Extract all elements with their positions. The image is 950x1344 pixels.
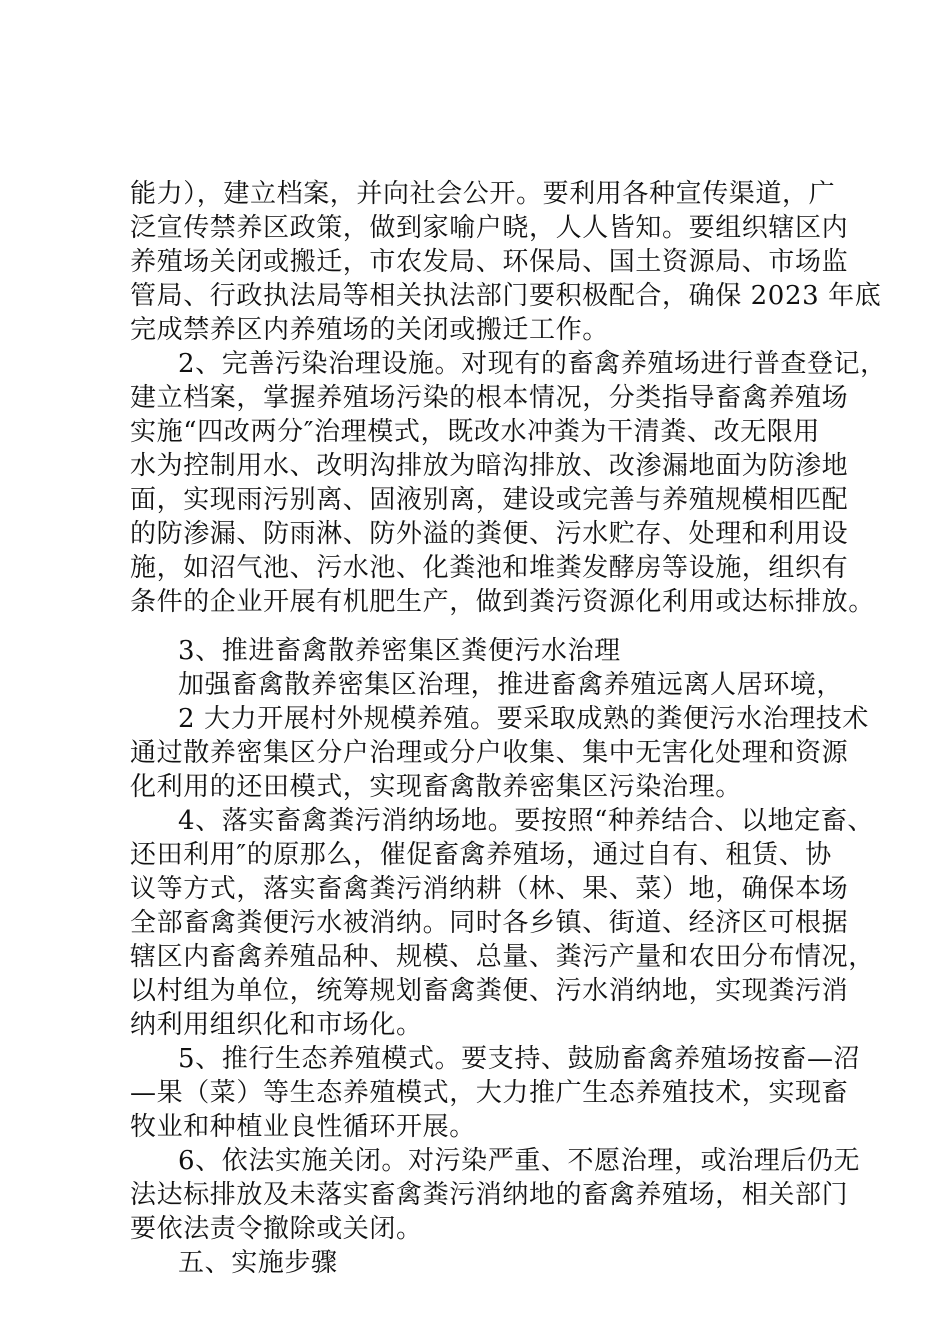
text-line: 泛宣传禁养区政策，做到家喻户晓，人人皆知。要组织辖区内 (130, 213, 849, 243)
text-line: 水为控制用水、改明沟排放为暗沟排放、改渗漏地面为防渗地 (130, 451, 849, 481)
text-line: 能力），建立档案，并向社会公开。要利用各种宣传渠道，广 (130, 179, 836, 209)
paragraph-start-line: 2、完善污染治理设施。对现有的畜禽养殖场进行普查登记， (178, 349, 887, 379)
text-line: 完成禁养区内养殖场的关闭或搬迁工作。 (130, 315, 609, 345)
paragraph-start-line: 6、依法实施关闭。对污染严重、不愿治理，或治理后仍无 (178, 1146, 861, 1176)
text-line: 施，如沼气池、污水池、化粪池和堆粪发酵房等设施，组织有 (130, 553, 849, 583)
text-line: 管局、行政执法局等相关执法部门要积极配合，确保 2023 年底 (130, 281, 882, 311)
text-line: 全部畜禽粪便污水被消纳。同时各乡镇、街道、经济区可根据 (130, 908, 849, 938)
text-line: 议等方式，落实畜禽粪污消纳耕（林、果、菜）地，确保本场 (130, 874, 849, 904)
paragraph-start-line: 5、推行生态养殖模式。要支持、鼓励畜禽养殖场按畜—沼 (178, 1044, 861, 1074)
text-line: 条件的企业开展有机肥生产，做到粪污资源化利用或达标排放。 (130, 587, 875, 617)
text-line: 纳利用组织化和市场化。 (130, 1010, 423, 1040)
text-line: 以村组为单位，统筹规划畜禽粪便、污水消纳地，实现粪污消 (130, 976, 849, 1006)
text-line: 面，实现雨污别离、固液别离，建设或完善与养殖规模相匹配 (130, 485, 849, 515)
section-heading: 3、推进畜禽散养密集区粪便污水治理 (178, 636, 621, 666)
text-line: 辖区内畜禽养殖品种、规模、总量、粪污产量和农田分布情况， (130, 942, 875, 972)
section-heading: 五、实施步骤 (178, 1248, 338, 1278)
paragraph-start-line: 加强畜禽散养密集区治理，推进畜禽养殖远离人居环境， (178, 670, 844, 700)
text-line: 建立档案，掌握养殖场污染的根本情况，分类指导畜禽养殖场 (130, 383, 849, 413)
text-line: 牧业和种植业良性循环开展。 (130, 1112, 476, 1142)
text-line: —果（菜）等生态养殖模式，大力推广生态养殖技术，实现畜 (130, 1078, 849, 1108)
paragraph-start-line: 2 大力开展村外规模养殖。要采取成熟的粪便污水治理技术 (178, 704, 870, 734)
text-line: 通过散养密集区分户治理或分户收集、集中无害化处理和资源 (130, 738, 849, 768)
text-line: 养殖场关闭或搬迁，市农发局、环保局、国土资源局、市场监 (130, 247, 849, 277)
text-line: 实施“四改两分″治理模式，既改水冲粪为干清粪、改无限用 (130, 417, 820, 447)
text-line: 还田利用″的原那么，催促畜禽养殖场，通过自有、租赁、协 (130, 840, 832, 870)
text-line: 要依法责令撤除或关闭。 (130, 1214, 423, 1244)
paragraph-start-line: 4、落实畜禽粪污消纳场地。要按照“种养结合、以地定畜、 (178, 806, 875, 836)
text-line: 的防渗漏、防雨淋、防外溢的粪便、污水贮存、处理和利用设 (130, 519, 849, 549)
text-line: 法达标排放及未落实畜禽粪污消纳地的畜禽养殖场，相关部门 (130, 1180, 849, 1210)
text-line: 化利用的还田模式，实现畜禽散养密集区污染治理。 (130, 772, 742, 802)
